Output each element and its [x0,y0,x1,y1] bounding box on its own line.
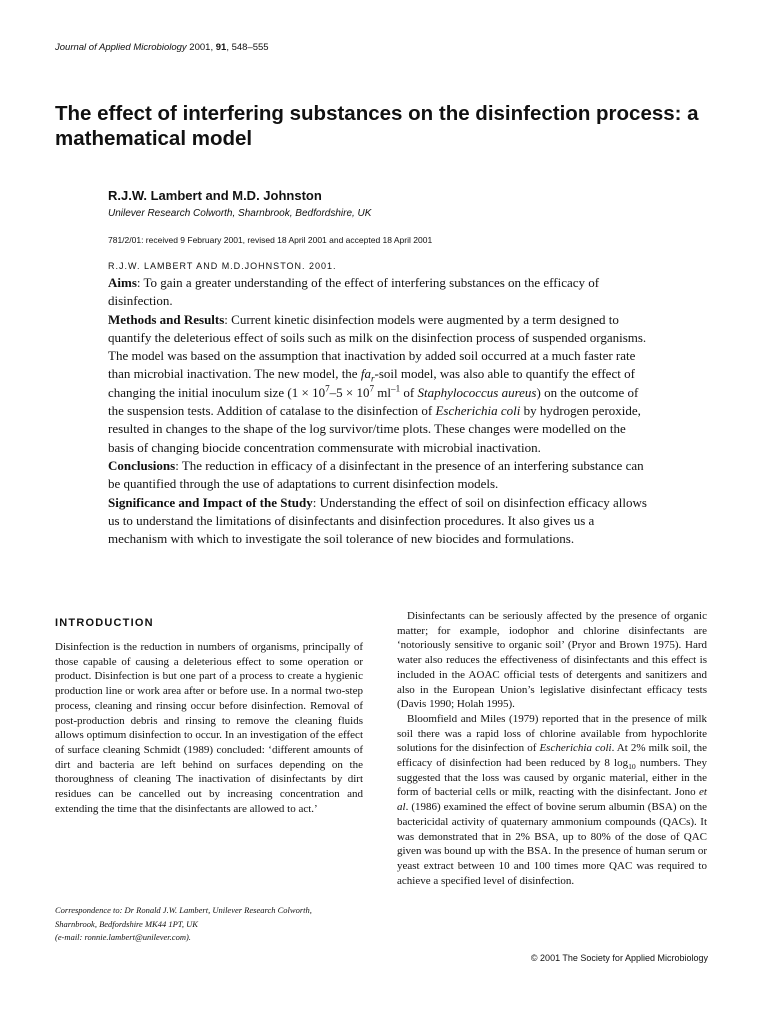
paragraph-text: numbers. They suggested that the loss was caused by organic material, either in the form of bacterial cells or milk, reacting with the disinfectant. Jono [397,757,707,799]
correspondence-line: Correspondence to: Dr Ronald J.W. Lambert, Unilever Research Colworth, [55,905,312,915]
methods-text: ) on the outcome of the suspension tests. Addition of catalase to the disinfection of [108,384,639,419]
model-subscript: r [370,374,375,385]
correspondence-line: Sharnbrook, Bedfordshire MK44 1PT, UK [55,918,198,929]
methods-text: -soil model, was also able to quantify the effect of changing the initial inoculum size (1 × 10 [108,366,635,400]
journal-reference [55,42,269,53]
correspondence-email: (e-mail: ronnie.lambert@unilever.com). [55,932,191,942]
paragraph-text: Bloomfield and Miles (1979) reported that in the presence of milk soil there was a rapid loss of chlorine available from hypochlorite solutions for the disinfection of [397,712,707,755]
journal-pages: , 548–555 [226,42,269,53]
abstract-copyright-line: R.J.W. LAMBERT AND M.D.JOHNSTON. 2001. [108,261,337,271]
methods-label: Methods and Results [108,311,225,327]
paragraph-text: . At 2% milk soil, the efficacy of disinfection had been reduced by 8 log [397,742,707,770]
et-al: et al [397,786,707,814]
paragraph: Disinfectants can be seriously affected by the presence of organic matter; for example, iodophor and chlorine disinfectants are ‘notoriously sensitive to organic soil’ (Pryor and Brown 1975). Hard water also reduces the effectiveness of disinfectants and this effect is included in the AOAC official tests of detergents and sanitizers and also in the European Union’s legislative disinfectant efficacy tests (Davis 1990; Holah 1995). [397,610,707,711]
significance-label: Significance and Impact of the Study [108,494,313,510]
organism-name: Escherichia coli [435,403,521,419]
methods-text: by hydrogen peroxide, resulted in changes to the shape of the log survivor/time plots. These changes were modelled on the basis of changing biocide concentration commensurate with microbial inactivation. [108,403,641,455]
aims-text: : To gain a greater understanding of the effect of interfering substances on the efficacy of disinfection. [108,275,600,309]
abstract-aims [108,274,648,311]
model-name: fa [360,366,371,382]
organism-name: Staphylococcus aureus [417,384,537,400]
exponent: 7 [369,383,375,394]
conclusions-label: Conclusions [108,457,176,473]
abstract-conclusions [108,457,648,494]
methods-text: ml [374,384,392,400]
journal-year: 2001, [186,42,216,53]
authors: R.J.W. Lambert and M.D. Johnston [108,188,322,203]
abstract-methods [108,311,648,457]
methods-text: : Current kinetic disinfection models were augmented by a term designed to quantify the deleterious effect of soils such as milk on the disinfection process of suspended organisms. The model was based on the assumption that inactivation by added soil occurred at a much faster rate than microbial inactivation. The new model, the [108,311,647,382]
right-column [397,609,707,888]
significance-text: : Understanding the effect of soil on disinfection efficacy allows us to understand the limitations of disinfectants and disinfection procedures. It also gives us a mechanism with which to investigate the soil tolerance of new biocides and formulations. [108,494,647,547]
received-dates: 781/2/01: received 9 February 2001, revised 18 April 2001 and accepted 18 April 2001 [108,235,433,245]
subscript: 10 [628,762,636,772]
exponent: 7 [325,383,330,394]
conclusions-text: : The reduction in efficacy of a disinfectant in the presence of an interfering substance can be quantified through the use of adaptations to current disinfection models. [108,457,644,492]
correspondence-note [55,904,365,945]
exponent: –1 [391,383,401,394]
introduction-paragraph: Disinfection is the reduction in numbers of organisms, principally of those capable of causing a deleterious effect to some operation or product. Disinfection is but one part of a process to create a hygienic production line or work area after or before use. In a normal two-step process, cleaning and rinsing occur before disinfection. Removal of post-production debris and rinsing to remove the cleaning fluids allows optimum disinfection to occur. In an investigation of the effect of surface cleaning Schmidt (1989) concluded: ‘different amounts of dirt and bacteria are left behind on surfaces depending on the thoroughness of cleaning The inactivation of disinfectants by dirt residues can be cancelled out by increasing concentration and extending the time that the disinfectants are allowed to act.’ [55,641,363,815]
abstract [108,274,648,548]
methods-text: of [400,384,418,400]
paragraph [397,712,707,888]
methods-text: –5 × 10 [329,384,370,400]
affiliation: Unilever Research Colworth, Sharnbrook, Bedfordshire, UK [108,208,372,219]
footer-copyright: © 2001 The Society for Applied Microbiology [530,953,708,963]
paragraph-text: . (1986) examined the effect of bovine serum albumin (BSA) on the bactericidal activity of quaternary ammonium compounds (QACs). It was demonstrated that in 2% BSA, up to 80% of the dose of QAC given was bound up with the BSA. In the presence of human serum or yeast extract between 10 and 100 times more QAC was required to achieve a specified level of disinfection. [397,801,707,887]
abstract-significance [108,494,648,549]
journal-volume: 91 [215,42,227,53]
aims-label: Aims [108,275,137,290]
organism-name: Escherichia coli [539,742,612,755]
section-heading-introduction: INTRODUCTION [55,617,154,629]
journal-name: Journal of Applied Microbiology [55,42,187,53]
article-title: The effect of interfering substances on the disinfection process: a mathematical model [55,102,699,150]
